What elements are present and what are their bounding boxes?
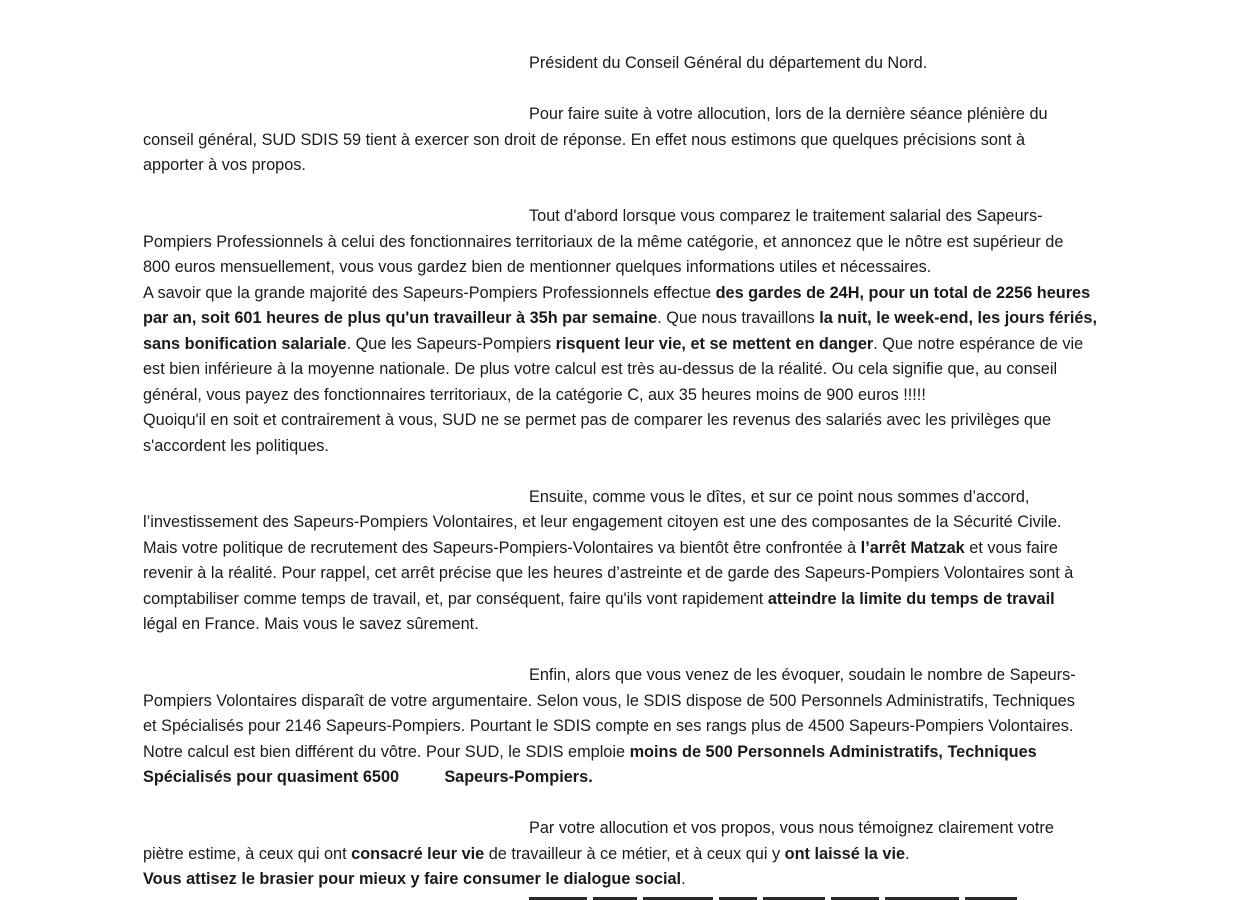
bold-text: ont laissé la vie — [784, 844, 906, 863]
bold-text: l’arrêt Matzak — [860, 538, 965, 557]
text-run: . Que les Sapeurs-Pompiers — [346, 334, 556, 353]
paragraph-spacer — [143, 791, 1103, 817]
text-run: Mais votre politique de recrutement des Sapeurs-Pompiers-Volontaires va bientôt être confrontée à — [143, 538, 861, 557]
paragraph-line: Tout d'abord lorsque vous comparez le traitement salarial des Sapeurs- — [529, 207, 1043, 225]
paragraph-line: l’investissement des Sapeurs-Pompiers Volontaires, et leur engagement citoyen est une des composantes de la Sécurité Civile. — [143, 513, 1062, 531]
paragraph-2 — [143, 204, 1103, 459]
paragraph-line: général, vous payez des fonctionnaires territoriaux, de la catégorie C, aux 35 heures moins de 900 euros !!!!! — [143, 385, 926, 404]
cut-off-text-line — [529, 895, 1049, 900]
text-run: comptabiliser comme temps de travail, et, par conséquent, faire qu'ils vont rapidement — [143, 589, 768, 608]
bold-text: par an, soit 601 heures de plus qu'un travailleur à 35h par semaine — [143, 309, 658, 327]
paragraph-spacer — [143, 77, 1103, 103]
paragraph-line — [143, 740, 1103, 766]
letter-body — [143, 51, 1103, 893]
text-run: . Que nous travaillons — [657, 309, 820, 327]
paragraph-line: Par votre allocution et vos propos, vous nous témoignez clairement votre — [529, 819, 1054, 837]
paragraph-line: apporter à vos propos. — [143, 156, 306, 174]
paragraph-line: légal en France. Mais vous le savez sûrement. — [143, 615, 479, 633]
paragraph-spacer — [143, 638, 1103, 664]
paragraph-1 — [143, 102, 1103, 179]
bold-text: des gardes de 24H, pour un total de 2256 heures — [715, 283, 1091, 302]
bold-text: moins de 500 Personnels Administratifs, Techniques — [629, 742, 1037, 761]
paragraph-5 — [143, 816, 1103, 893]
paragraph-line: Enfin, alors que vous venez de les évoquer, soudain le nombre de Sapeurs- — [529, 666, 1076, 684]
paragraph-line: et Spécialisés pour 2146 Sapeurs-Pompiers. Pourtant le SDIS compte en ses rangs plus de 4500 Sapeurs-Pompiers Volontaires. — [143, 717, 1074, 735]
paragraph-line: Ensuite, comme vous le dîtes, et sur ce point nous sommes d’accord, — [529, 487, 1030, 506]
paragraph-line — [143, 587, 1103, 613]
text-run: piètre estime, à ceux qui ont — [143, 844, 352, 863]
paragraph-line: s'accordent les politiques. — [143, 436, 329, 455]
text-run: et vous faire — [964, 538, 1058, 557]
paragraph-line: Pompiers Professionnels à celui des fonctionnaires territoriaux de la même catégorie, et annoncez que le nôtre est supérieur de — [143, 232, 1064, 251]
paragraph-3 — [143, 485, 1103, 638]
paragraph-line: Pompiers Volontaires disparaît de votre argumentaire. Selon vous, le SDIS dispose de 500 Personnels Administratifs, Techniques — [143, 691, 1075, 710]
bold-text: consacré leur vie — [351, 844, 485, 863]
paragraph-line: revenir à la réalité. Pour rappel, cet arrêt précise que les heures d’astreinte et de garde des Sapeurs-Pompiers Volontaires sont à — [143, 564, 1074, 582]
paragraph-line: Pour faire suite à votre allocution, lors de la dernière séance plénière du — [529, 105, 1048, 123]
paragraph-line: conseil général, SUD SDIS 59 tient à exercer son droit de réponse. En effet nous estimons que quelques précisions sont à — [143, 130, 1026, 149]
paragraph-line: est bien inférieure à la moyenne nationale. De plus votre calcul est très au-dessus de la réalité. Ou cela signifie que, au conseil — [143, 360, 1058, 378]
paragraph-spacer — [143, 459, 1103, 485]
text-run: de travailleur à ce métier, et à ceux qui y — [484, 844, 785, 863]
paragraph-line: Quoiqu'il en soit et contrairement à vous, SUD ne se permet pas de comparer les revenus des salariés avec les privilèges que — [143, 411, 1052, 429]
bold-text: la nuit, le week-end, les jours fériés, — [819, 309, 1097, 327]
paragraph-line: 800 euros mensuellement, vous vous gardez bien de mentionner quelques informations utiles et nécessaires. — [143, 258, 932, 276]
bold-text: Vous attisez le brasier pour mieux y faire consumer le dialogue social — [143, 870, 682, 888]
bold-text: atteindre la limite du temps de travail — [767, 589, 1055, 608]
paragraph-line — [143, 281, 1103, 307]
bold-text: Spécialisés pour quasiment 6500 Sapeurs-Pompiers. — [143, 768, 593, 786]
text-run: . — [905, 844, 910, 863]
paragraph-line — [143, 867, 1103, 893]
text-run: . Que notre espérance de vie — [873, 334, 1084, 353]
bold-text: sans bonification salariale — [143, 334, 347, 353]
text-run: A savoir que la grande majorité des Sapeurs-Pompiers Professionnels effectue — [143, 283, 716, 302]
paragraph-line — [143, 536, 1103, 562]
text-run: . — [681, 870, 686, 888]
bold-text: risquent leur vie, et se mettent en danger — [555, 334, 874, 353]
paragraph-line — [143, 306, 1103, 332]
text-run: Notre calcul est bien différent du vôtre. Pour SUD, le SDIS emploie — [143, 742, 630, 761]
paragraph-line — [143, 332, 1103, 358]
paragraph-spacer — [143, 179, 1103, 205]
letter-heading: Président du Conseil Général du département du Nord. — [529, 54, 928, 72]
paragraph-line — [143, 842, 1103, 868]
paragraph-4 — [143, 663, 1103, 791]
paragraph-line — [143, 765, 1103, 791]
